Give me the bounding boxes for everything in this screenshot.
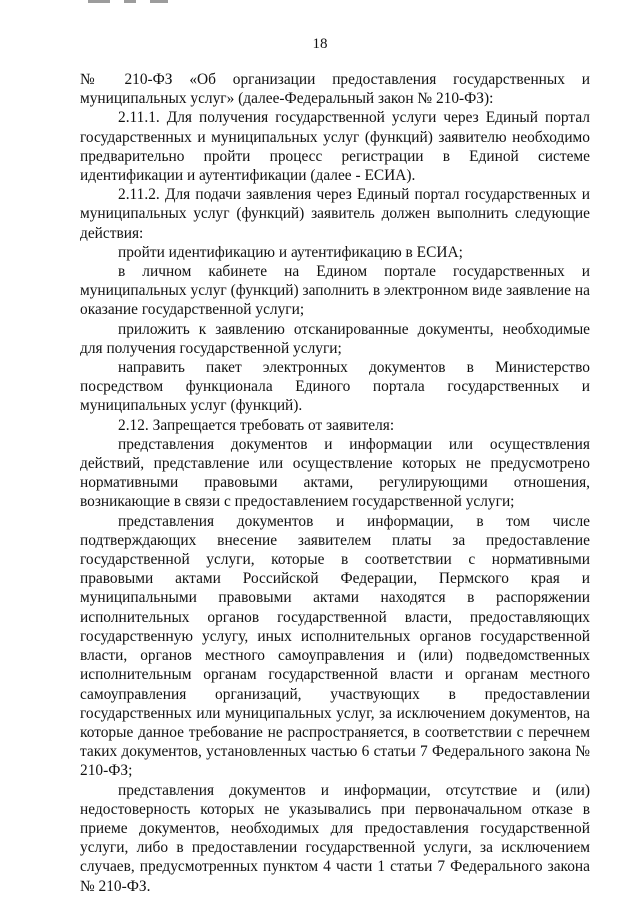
scan-edge-marks xyxy=(88,0,208,6)
paragraph-attach-documents: приложить к заявлению отсканированные документы, необходимые для получения государственной услуги; xyxy=(80,320,590,357)
paragraph-esia-auth: пройти идентификацию и аутентификацию в ЕСИА; xyxy=(118,243,463,261)
paragraph-2-11-2: 2.11.2. Для подачи заявления через Единый портал государственных и муниципальных услуг (функций) заявитель должен выполнить следующие действия: xyxy=(80,186,590,242)
paragraph-fill-application: в личном кабинете на Едином портале государственных и муниципальных услуг (функций) заполнить в электронном виде заявление на оказание государственной услуги; xyxy=(80,263,590,319)
paragraph-2-11-1: 2.11.1. Для получения государственной услуги через Единый портал государственных и муниципальных услуг (функций) заявителю необходимо предварительно пройти процесс регистрации в Единой системе идентификации и аутентификации (далее - ЕСИА). xyxy=(80,109,590,185)
paragraph-prohibited-documents: представления документов и информации, в том числе подтверждающих внесение заявителем платы за предоставление государственной услуги, которые в соответствии с нормативными правовыми актами Российской Федерации, Пермского края и муниципальными правовыми актами находятся в распоряжении исполнительных органов государственной власти, предоставляющих государственную услугу, иных исполнительных органов государственной власти, органов местного самоуправления и (или) подведомственных исполнительным органам государственной власти и органам местного самоуправления организаций, участвующих в предоставлении государственных или муниципальных услуг, за исключением документов, на которые данное требование не распространяется, в соответствии с перечнем таких документов, установленных частью 6 статьи 7 Федерального закона № 210-ФЗ; xyxy=(80,512,590,780)
paragraph-send-package: направить пакет электронных документов в Министерство посредством функционала Единого портала государственных и муниципальных услуг (функций). xyxy=(80,359,590,415)
page-number: 18 xyxy=(312,36,328,52)
document-body xyxy=(80,70,590,896)
paragraph-law-reference: № 210-ФЗ «Об организации предоставления государственных и муниципальных услуг» (далее-Федеральный закон № 210-ФЗ): xyxy=(80,71,590,108)
paragraph-prohibited-invalid-info: представления документов и информации, отсутствие и (или) недостоверность которых не указывались при первоначальном отказе в приеме документов, необходимых для предоставления государственной услуги, либо в предоставлении государственной услуги, за исключением случаев, предусмотренных пунктом 4 части 1 статьи 7 Федерального закона № 210-ФЗ. xyxy=(80,781,590,895)
paragraph-2-12: 2.12. Запрещается требовать от заявителя: xyxy=(118,416,395,434)
paragraph-prohibited-actions: представления документов и информации или осуществления действий, представление или осуществление которых не предусмотрено нормативными правовыми актами, регулирующими отношения, возникающие в связи с предоставлением государственной услуги; xyxy=(80,435,590,511)
